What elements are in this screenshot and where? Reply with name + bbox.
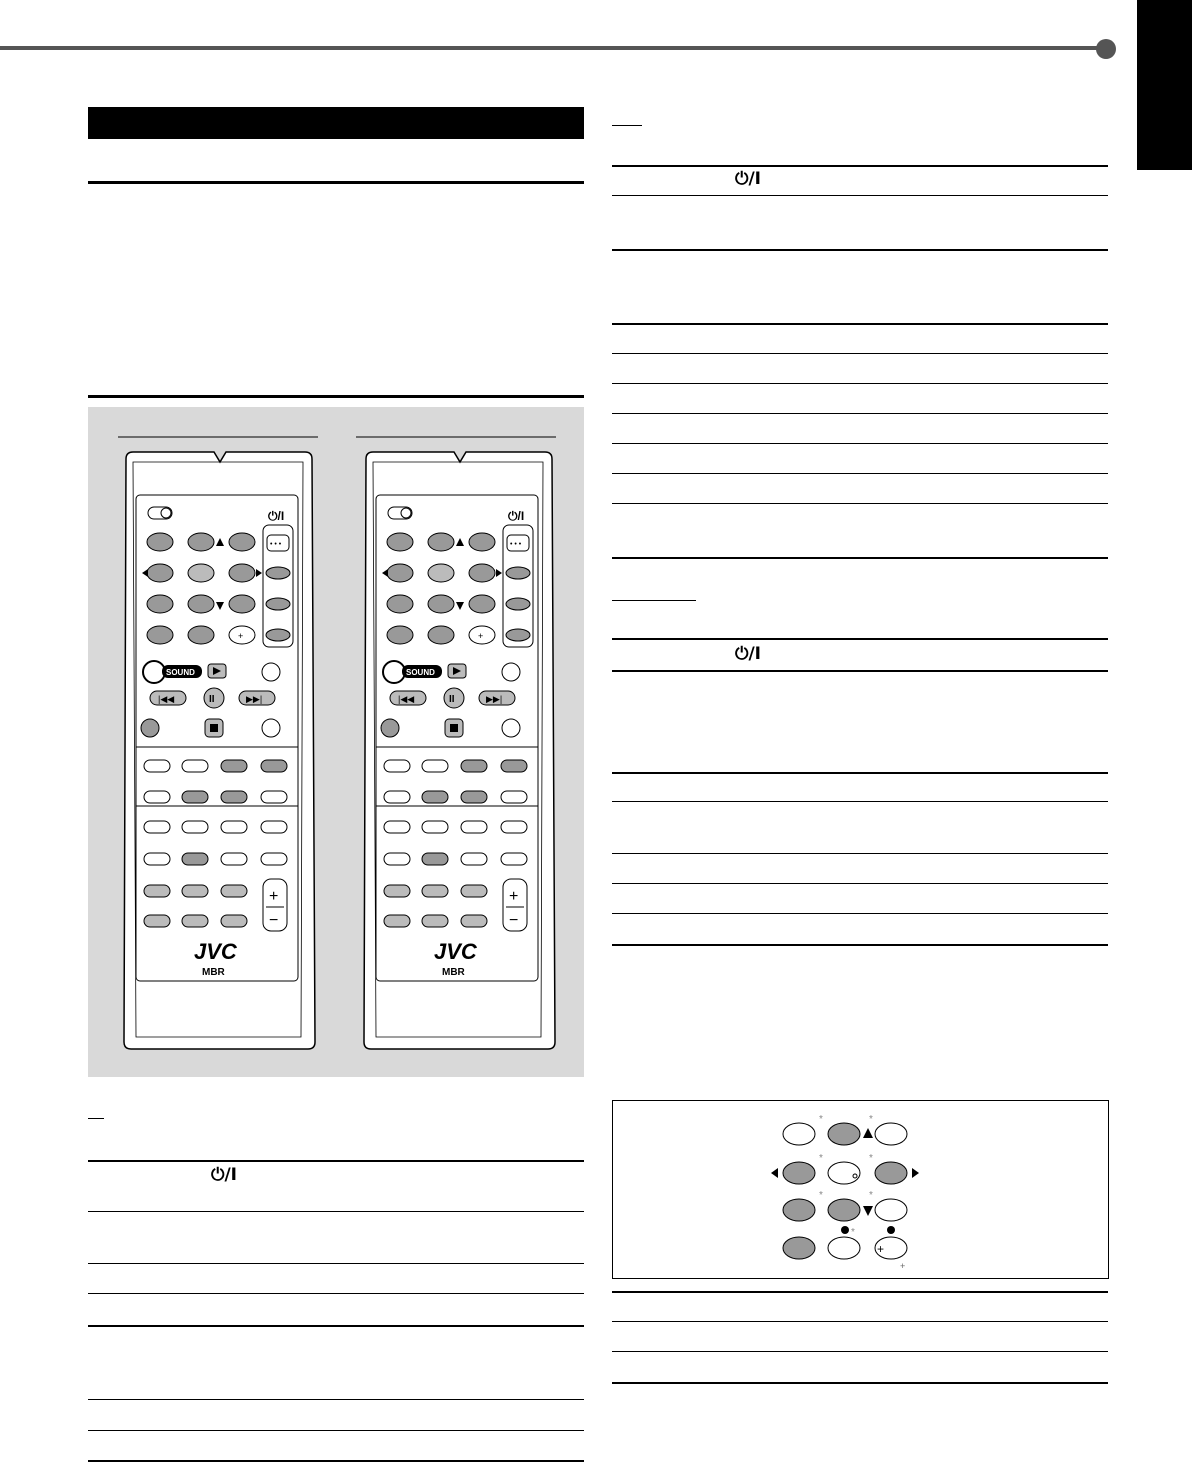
left-table-bottom-rule: [88, 1460, 584, 1462]
remote-figure-panel: [88, 407, 584, 1077]
left-table-row-rule: [88, 1263, 584, 1264]
svg-text:*: *: [869, 1153, 873, 1164]
right-arrow-icon: [912, 1168, 919, 1178]
right-table1-row-rule: [612, 503, 1108, 504]
cursor-buttons-illustration: [613, 1101, 1108, 1278]
power-standby-icon: ⏻/I: [211, 1165, 237, 1185]
cursor-buttons-figure: [612, 1100, 1109, 1279]
left-table-top-rule: [88, 1160, 584, 1162]
svg-text:*: *: [819, 1114, 823, 1125]
right-table3-row-rule: [612, 1321, 1108, 1322]
right-subheading-underline: [612, 600, 696, 601]
svg-text:*: *: [819, 1153, 823, 1164]
figure-top-rule: [88, 395, 584, 398]
svg-text:+: +: [877, 1242, 885, 1256]
left-arrow-icon: [771, 1168, 778, 1178]
right-table1-top-rule: [612, 165, 1108, 167]
svg-text:*: *: [869, 1114, 873, 1125]
right-table2-row-rule: [612, 772, 1108, 774]
left-table-row-rule: [88, 1325, 584, 1327]
right-table2-row-rule: [612, 913, 1108, 914]
power-standby-icon: ⏻/I: [735, 169, 761, 189]
svg-text:+: +: [900, 1261, 906, 1271]
remote-illustrations: [88, 407, 584, 1077]
right-table1-bottom-rule: [612, 557, 1108, 559]
svg-text:*: *: [869, 1190, 873, 1201]
right-table2-top-rule: [612, 638, 1108, 640]
right-table3-bottom-rule: [612, 1382, 1108, 1384]
right-table1-row-rule: [612, 249, 1108, 251]
right-table1-row-rule: [612, 383, 1108, 384]
left-table-row-rule: [88, 1430, 584, 1431]
right-table1-row-rule: [612, 353, 1108, 354]
power-standby-icon: ⏻/I: [735, 644, 761, 664]
right-table2-row-rule: [612, 670, 1108, 672]
right-table2-row-rule: [612, 853, 1108, 854]
left-table-row-rule: [88, 1399, 584, 1400]
right-table2-row-rule: [612, 801, 1108, 802]
note-underline: [88, 1118, 104, 1119]
right-table3-row-rule: [612, 1351, 1108, 1352]
down-arrow-icon: [863, 1206, 873, 1216]
svg-text:*: *: [851, 1227, 855, 1238]
right-table2-bottom-rule: [612, 944, 1108, 946]
svg-text:*: *: [819, 1190, 823, 1201]
heading-rule: [88, 181, 584, 184]
right-table1-row-rule: [612, 195, 1108, 196]
right-note-underline: [612, 125, 642, 126]
right-table1-row-rule: [612, 323, 1108, 325]
header-rule-dot: [1096, 39, 1116, 59]
left-table-row-rule: [88, 1293, 584, 1294]
right-table3-top-rule: [612, 1291, 1108, 1293]
section-title-bar: [88, 107, 584, 139]
right-table1-row-rule: [612, 473, 1108, 474]
left-table-row-rule: [88, 1211, 584, 1212]
header-rule: [0, 46, 1106, 50]
up-arrow-icon: [863, 1128, 873, 1138]
side-tab: [1137, 0, 1192, 170]
right-table1-row-rule: [612, 413, 1108, 414]
right-table1-row-rule: [612, 443, 1108, 444]
right-table2-row-rule: [612, 883, 1108, 884]
